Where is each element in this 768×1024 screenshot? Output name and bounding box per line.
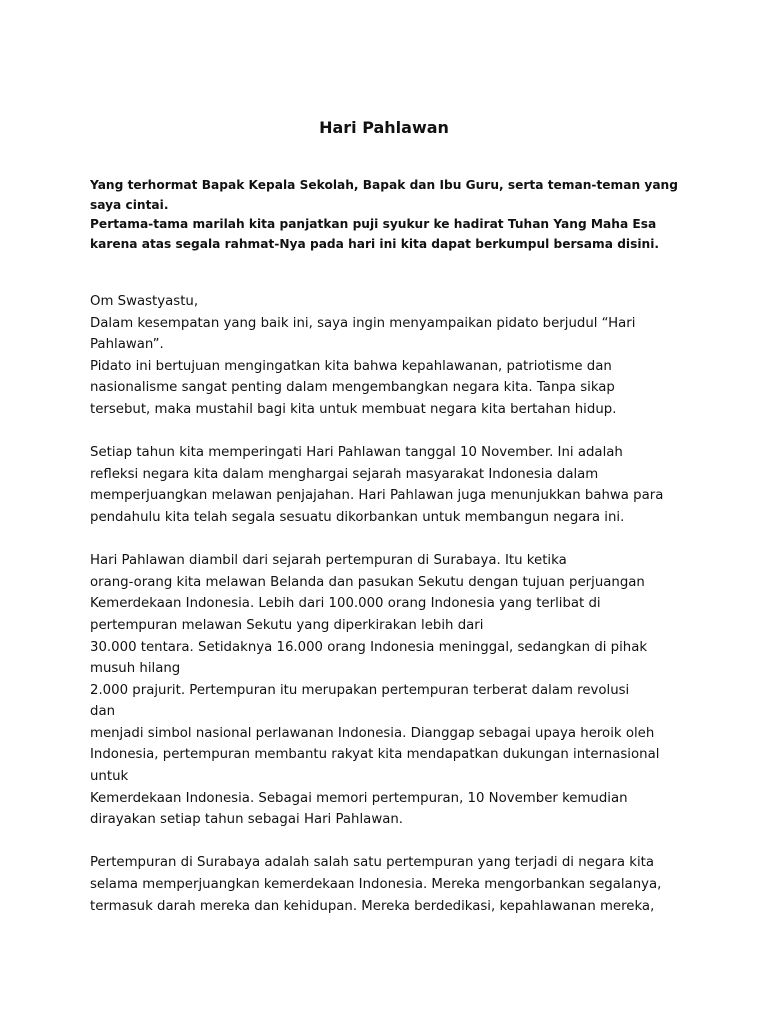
text-line: Dalam kesempatan yang baik ini, saya ingin menyampaikan pidato berjudul “Hari — [90, 315, 636, 331]
text-line: Pidato ini bertujuan mengingatkan kita bahwa kepahlawanan, patriotisme dan — [90, 358, 612, 374]
document-title: Hari Pahlawan — [319, 118, 449, 137]
text-line: Om Swastyastu, — [90, 294, 199, 309]
text-line: untuk — [90, 769, 129, 785]
text-line: musuh hilang — [90, 661, 181, 677]
text-line: Pahlawan”. — [90, 337, 164, 353]
text-line: nasionalisme sangat penting dalam mengembangkan negara kita. Tanpa sikap — [90, 380, 615, 396]
text-line: Kemerdekaan Indonesia. Sebagai memori pertempuran, 10 November kemudian — [90, 790, 628, 806]
text-line: termasuk darah mereka dan kehidupan. Mereka berdedikasi, kepahlawanan mereka, — [90, 898, 655, 914]
greeting-line: Pertama-tama marilah kita panjatkan puji syukur ke hadirat Tuhan Yang Maha Esa — [90, 217, 657, 231]
paragraph-history — [90, 550, 690, 831]
paragraph-opening — [90, 291, 690, 421]
text-line: Kemerdekaan Indonesia. Lebih dari 100.000 orang Indonesia yang terlibat di — [90, 596, 601, 612]
text-line: pendahulu kita telah segala sesuatu dikorbankan untuk membangun negara ini. — [90, 509, 625, 525]
greeting-block — [90, 176, 680, 254]
text-line: 30.000 tentara. Setidaknya 16.000 orang Indonesia meninggal, sedangkan di pihak — [90, 639, 648, 655]
text-line: Pertempuran di Surabaya adalah salah satu pertempuran yang terjadi di negara kita — [90, 855, 655, 871]
text-line: dan — [90, 704, 116, 720]
text-line: menjadi simbol nasional perlawanan Indonesia. Dianggap sebagai upaya heroik oleh — [90, 725, 655, 741]
text-line: Hari Pahlawan diambil dari sejarah pertempuran di Surabaya. Itu ketika — [90, 553, 567, 569]
greeting-line: karena atas segala rahmat-Nya pada hari ini kita dapat berkumpul bersama disini. — [90, 236, 660, 251]
greeting-line: Yang terhormat Bapak Kepala Sekolah, Bapak dan Ibu Guru, serta teman-teman yang — [90, 178, 678, 192]
text-line: 2.000 prajurit. Pertempuran itu merupakan pertempuran terberat dalam revolusi — [90, 682, 630, 698]
text-line: orang-orang kita melawan Belanda dan pasukan Sekutu dengan tujuan perjuangan — [90, 574, 645, 590]
text-line: refleksi negara kita dalam menghargai sejarah masyarakat Indonesia dalam — [90, 466, 599, 482]
text-line: Setiap tahun kita memperingati Hari Pahlawan tanggal 10 November. Ini adalah — [90, 445, 623, 461]
greeting-line: saya cintai. — [90, 197, 169, 212]
paragraph-commemoration — [90, 442, 690, 528]
text-line: pertempuran melawan Sekutu yang diperkirakan lebih dari — [90, 617, 484, 633]
text-line: tersebut, maka mustahil bagi kita untuk membuat negara kita bertahan hidup. — [90, 401, 617, 417]
text-line: selama memperjuangkan kemerdekaan Indonesia. Mereka mengorbankan segalanya, — [90, 877, 662, 893]
speech-body — [90, 291, 690, 917]
paragraph-surabaya — [90, 852, 690, 917]
text-line: Indonesia, pertempuran membantu rakyat kita mendapatkan dukungan internasional — [90, 747, 660, 763]
text-line: memperjuangkan melawan penjajahan. Hari Pahlawan juga menunjukkan bahwa para — [90, 488, 664, 504]
text-line: dirayakan setiap tahun sebagai Hari Pahlawan. — [90, 812, 403, 828]
